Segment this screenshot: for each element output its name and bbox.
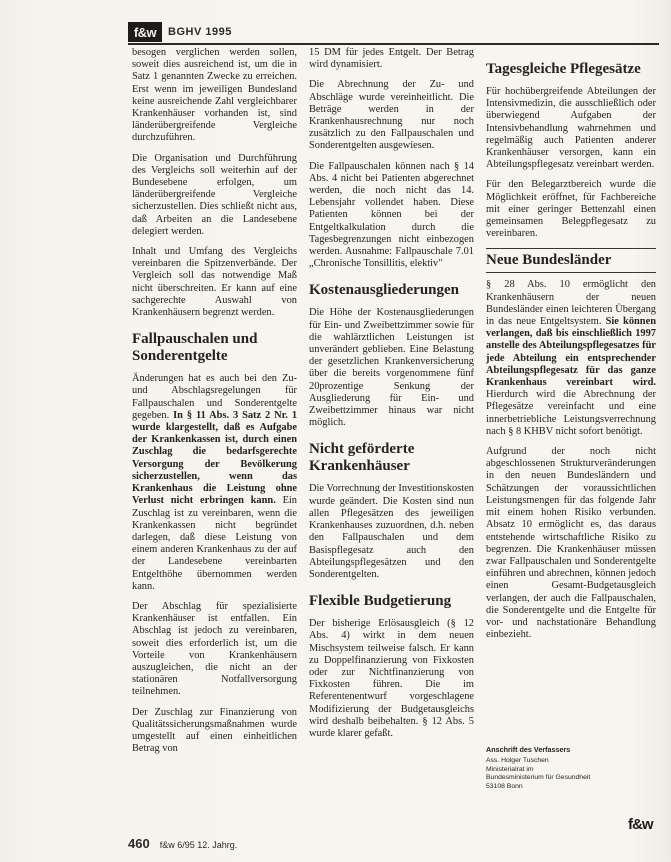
paragraph-text: Änderungen hat es auch bei den Zu- und Abschlagsregelungen für Fallpauschalen und Sonderentgelte gegeben. [132, 373, 297, 421]
author-address-title: Anschrift des Verfassers [486, 745, 571, 754]
paragraph: Die Fallpauschalen können nach § 14 Abs. 4 nicht bei Patienten abgerechnet werden, die noch nicht das 14. Lebensjahr vollendet haben. Diese Patienten können bei der Entgeltkalkulation durch die Tagesbegrenzungen nicht einbezogen werden. Ausnahme: Fallpauschale 7.01 „Chronische Tonsillitis, elektiv" [309, 160, 474, 270]
section-heading: Flexible Budgetierung [309, 593, 452, 610]
paragraph: Die Abrechnung der Zu- und Abschläge wurde vereinheitlicht. Die Beträge werden in der Krankenhausrechnung nur noch zusätzlich zu den Fallpauschalen und Sonderentgelten ausgewiesen. [309, 79, 474, 152]
author-line: 53108 Bonn [486, 782, 523, 790]
footer-logo: f&w [628, 816, 653, 833]
paragraph-text: Ein Zuschlag ist zu vereinbaren, wenn die Krankenkassen nicht begründet darlegen, daß diese Leistung von einem anderen Krankenhaus zu der auf der Landesebene vereinbarten Entgelthöhe übernommen werden kann. [132, 495, 298, 592]
section-heading: Neue Bundesländer [486, 248, 656, 273]
author-address [486, 746, 606, 791]
column-2 [309, 47, 474, 748]
page-header [128, 22, 232, 42]
page-footer [128, 836, 237, 851]
paragraph: 15 DM für jedes Entgelt. Der Betrag wird dynamisiert. [309, 47, 474, 71]
paragraph: Die Organisation und Durchführung des Vergleichs soll weiterhin auf der Bundesebene erfolgen, um länderübergreifende Vergleiche sicherzustellen. Dies schließt nicht aus, daß Arbeiten an die Landesebene delegiert werden. [132, 152, 297, 237]
paragraph: Inhalt und Umfang des Vergleichs vereinbaren die Spitzenverbände. Der Vergleich soll das notwendige Maß nicht überschreiten. Er kann auf eine sachgerechte Auswahl von Krankenhäusern begrenzt werden. [132, 246, 297, 319]
author-line: Ass. Holger Tuschen [486, 757, 549, 765]
paragraph-text: § 28 Abs. 10 ermöglicht den Krankenhäusern der neuen Bundesländer einen leichteren Übergang in das neue Entgeltsystem. [486, 279, 656, 328]
emphasized-text: In § 11 Abs. 3 Satz 2 Nr. 1 wurde klargestellt, daß es Aufgabe der Krankenkassen ist, durch einen Zuschlag die bedarfsgerechte Versorgung der Bevölkerung sicherzustellen, wenn das Krankenhaus die Leistung ohne Verlust nicht erbringen kann. [132, 409, 298, 507]
paragraph: Aufgrund der noch nicht abgeschlossenen Strukturveränderungen in den neuen Bundesländern und Schätzungen der voraussichtlichen Leistungsmengen für das folgende Jahr mit einem hohen Risiko verbunden. Absatz 10 ermöglicht es, das daraus entstehende wirtschaftliche Risiko zu begrenzen. Die Krankenhäuser müssen zwar Fallpauschalen und Sonderentgelte einführen und abrechnen, können jedoch einen Gesamt-Budgetausgleich verlangen, der auch die Fallpauschalen, die Sonderentgelte und die Entgelte für vor- und nachstationäre Behandlung einbezieht. [486, 446, 656, 641]
column-3 [486, 47, 656, 649]
author-line: Bundesministerium für Gesundheit [486, 774, 591, 782]
paragraph: Für den Belegarztbereich wurde die Möglichkeit eröffnet, für Fachbereiche mit einer geringer Bettenzahl einen gemeinsamen Belegpflegesatz zu vereinbaren. [486, 179, 656, 240]
author-line: Ministerialrat im [486, 765, 534, 773]
section-heading: Nicht geförderte Krankenhäuser [309, 441, 415, 475]
section-heading: Fallpauschalen und Sonderentgelte [132, 331, 258, 365]
section-heading: Tagesgleiche Pflegesätze [486, 61, 641, 77]
footer-info: f&w 6/95 12. Jahrg. [159, 840, 238, 850]
paragraph: Der Zuschlag zur Finanzierung von Qualitätssicherungsmaßnahmen wurde umgestellt auf einen einheitlichen Betrag von [132, 706, 297, 755]
header-title: BGHV 1995 [168, 26, 232, 38]
paragraph: Die Höhe der Kostenausgliederungen für Ein- und Zweibettzimmer sowie für die wahlärztlichen Leistungen ist unverändert geblieben. Eine Belastung der gesetzlichen Krankenversicherung über die bereits vorgenommene fünf 20prozentige Senkung der Ausgliederung für Ein- und Zweibettzimmer hinaus war nicht möglich. [309, 307, 474, 429]
paragraph: Der Abschlag für spezialisierte Krankenhäuser ist entfallen. Ein Abschlag ist jedoch zu vereinbaren, soweit dies erforderlich ist, um die Vorteile von Krankenhäusern auszugleichen, die nicht an der stationären Notfallversorgung teilnehmen. [132, 600, 297, 698]
emphasized-text: Sie können verlangen, daß bis einschließlich 1997 anstelle des Abteilungspflegesatzes für jede Abteilung ein entsprechender Abteilungspflegesatz für das ganze Krankenhaus vereinbart wird. [486, 316, 656, 389]
paragraph: Die Vorrechnung der Investitionskosten wurde geändert. Die Kosten sind nun allen Pflegesätzen des jeweiligen Krankenhauses zuzuordnen, d.h. neben den Fallpauschalen und dem Basispflegesatz auch den Abteilungspflegesätzen und den Sonderentgelten. [309, 483, 474, 580]
paragraph [132, 373, 297, 593]
paragraph: besogen verglichen werden sollen, soweit dies ausreichend ist, um die in Satz 1 genannten Zwecke zu erreichen. Erst wenn im jeweiligen Bundesland keine ausreichende Zahl vergleichbarer Krankenhäuser vorhanden ist, sind länderübergreifende Vergleiche durchzuführen. [132, 47, 297, 144]
column-1 [132, 47, 297, 763]
page-number: 460 [128, 836, 150, 851]
paragraph [486, 279, 656, 438]
paragraph: Der bisherige Erlösausgleich (§ 12 Abs. 4) wirkt in dem neuen Mischsystem teilweise falsch. Er kann zu Doppelfinanzierung von Fixkosten oder zur Nichtfinanzierung von Fixkosten führen. Die im Referentenentwurf vorgeschlagene Modifizierung der Budgetausgleichs wird deshalb beibehalten. § 12 Abs. 5 wurde klarer gefaßt. [309, 618, 474, 739]
header-rule [128, 43, 659, 45]
publication-logo: f&w [128, 22, 162, 42]
paragraph: Für hochübergreifende Abteilungen der Intensivmedizin, die ausschließlich oder überwiegend Aufgaben der Intensivbehandlung wahrnehmen und regelmäßig auch Patienten anderer Krankenhäuser versorgen, kann ein Abteilungspflegesatz vereinbart werden. [486, 86, 656, 171]
section-heading: Kostenausgliederungen [309, 282, 460, 299]
paragraph-text: Hierdurch wird die Abrechnung der Pflegesätze vereinfacht und eine innerbetriebliche Leistungsverrechnung nach § 8 KHBV nicht sofort benötigt. [486, 389, 656, 437]
